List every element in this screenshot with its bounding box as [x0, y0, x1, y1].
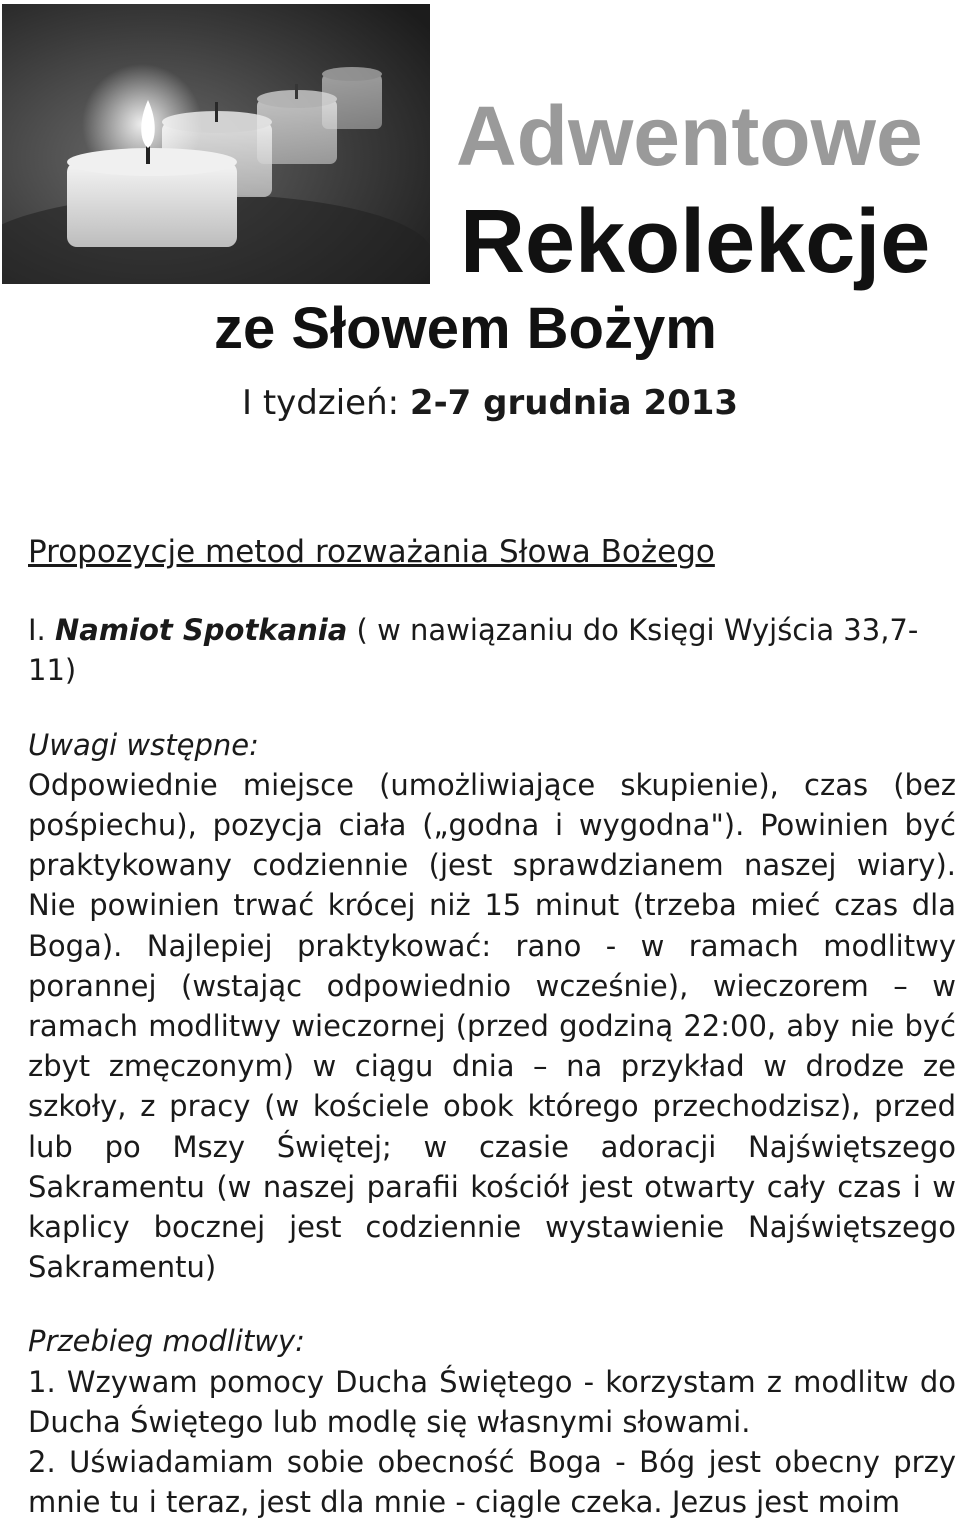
section-heading: Propozycje metod rozważania Słowa Bożego [28, 534, 715, 570]
week-dates: 2-7 grudnia 2013 [409, 383, 739, 423]
week-prefix: I tydzień: [242, 383, 410, 423]
prayer-step-1: 1. Wzywam pomocy Ducha Świętego - korzystam z modlitw do Ducha Świętego lub modlę się własnymi słowami. [28, 1364, 956, 1439]
title-subtitle: ze Słowem Bożym [214, 296, 717, 361]
method-number: I. [28, 613, 55, 648]
candles-illustration [2, 4, 430, 284]
document-body [28, 532, 956, 1522]
title-rekolekcje: Rekolekcje [460, 192, 931, 292]
title-adwentowe: Adwentowe [456, 89, 923, 183]
prayer-label: Przebieg modlitwy: [28, 1324, 305, 1359]
method-title [28, 610, 956, 690]
method-name: Namiot Spotkania [55, 613, 348, 648]
candles-photo [2, 4, 430, 284]
remarks-text: Odpowiednie miejsce (umożliwiające skupienie), czas (bez pośpiechu), pozycja ciała („godna i wygodna"). Powinien być praktykowany codziennie (jest sprawdzianem naszej wiary). Nie powinien trwać krócej niż 15 minut (trzeba mieć czas dla Boga). Najlepiej praktykować: rano - w ramach modlitwy porannej (wstając odpowiednio wcześnie), wieczorem – w ramach modlitwy wieczornej (przed godziną 22:00, aby nie być zbyt zmęczonym) w ciągu dnia – na przykład w drodze ze szkoły, z pracy (w kościele obok którego przechodzisz), przed lub po Mszy Świętej; w czasie adoracji Najświętszego Sakramentu (w naszej parafii kościół jest otwarty cały czas i w kaplicy bocznej jest codziennie wystawienie Najświętszego Sakramentu) [28, 767, 956, 1285]
prayer-step-2: 2. Uświadamiam sobie obecność Boga - Bóg jest obecny przy mnie tu i teraz, jest dla mnie - ciągle czeka. Jezus jest moim [28, 1445, 956, 1520]
week-info [242, 380, 738, 426]
remarks-label: Uwagi wstępne: [28, 727, 259, 762]
method-note: ( w nawiązaniu do Księgi Wyjścia 33,7-11) [28, 613, 919, 688]
